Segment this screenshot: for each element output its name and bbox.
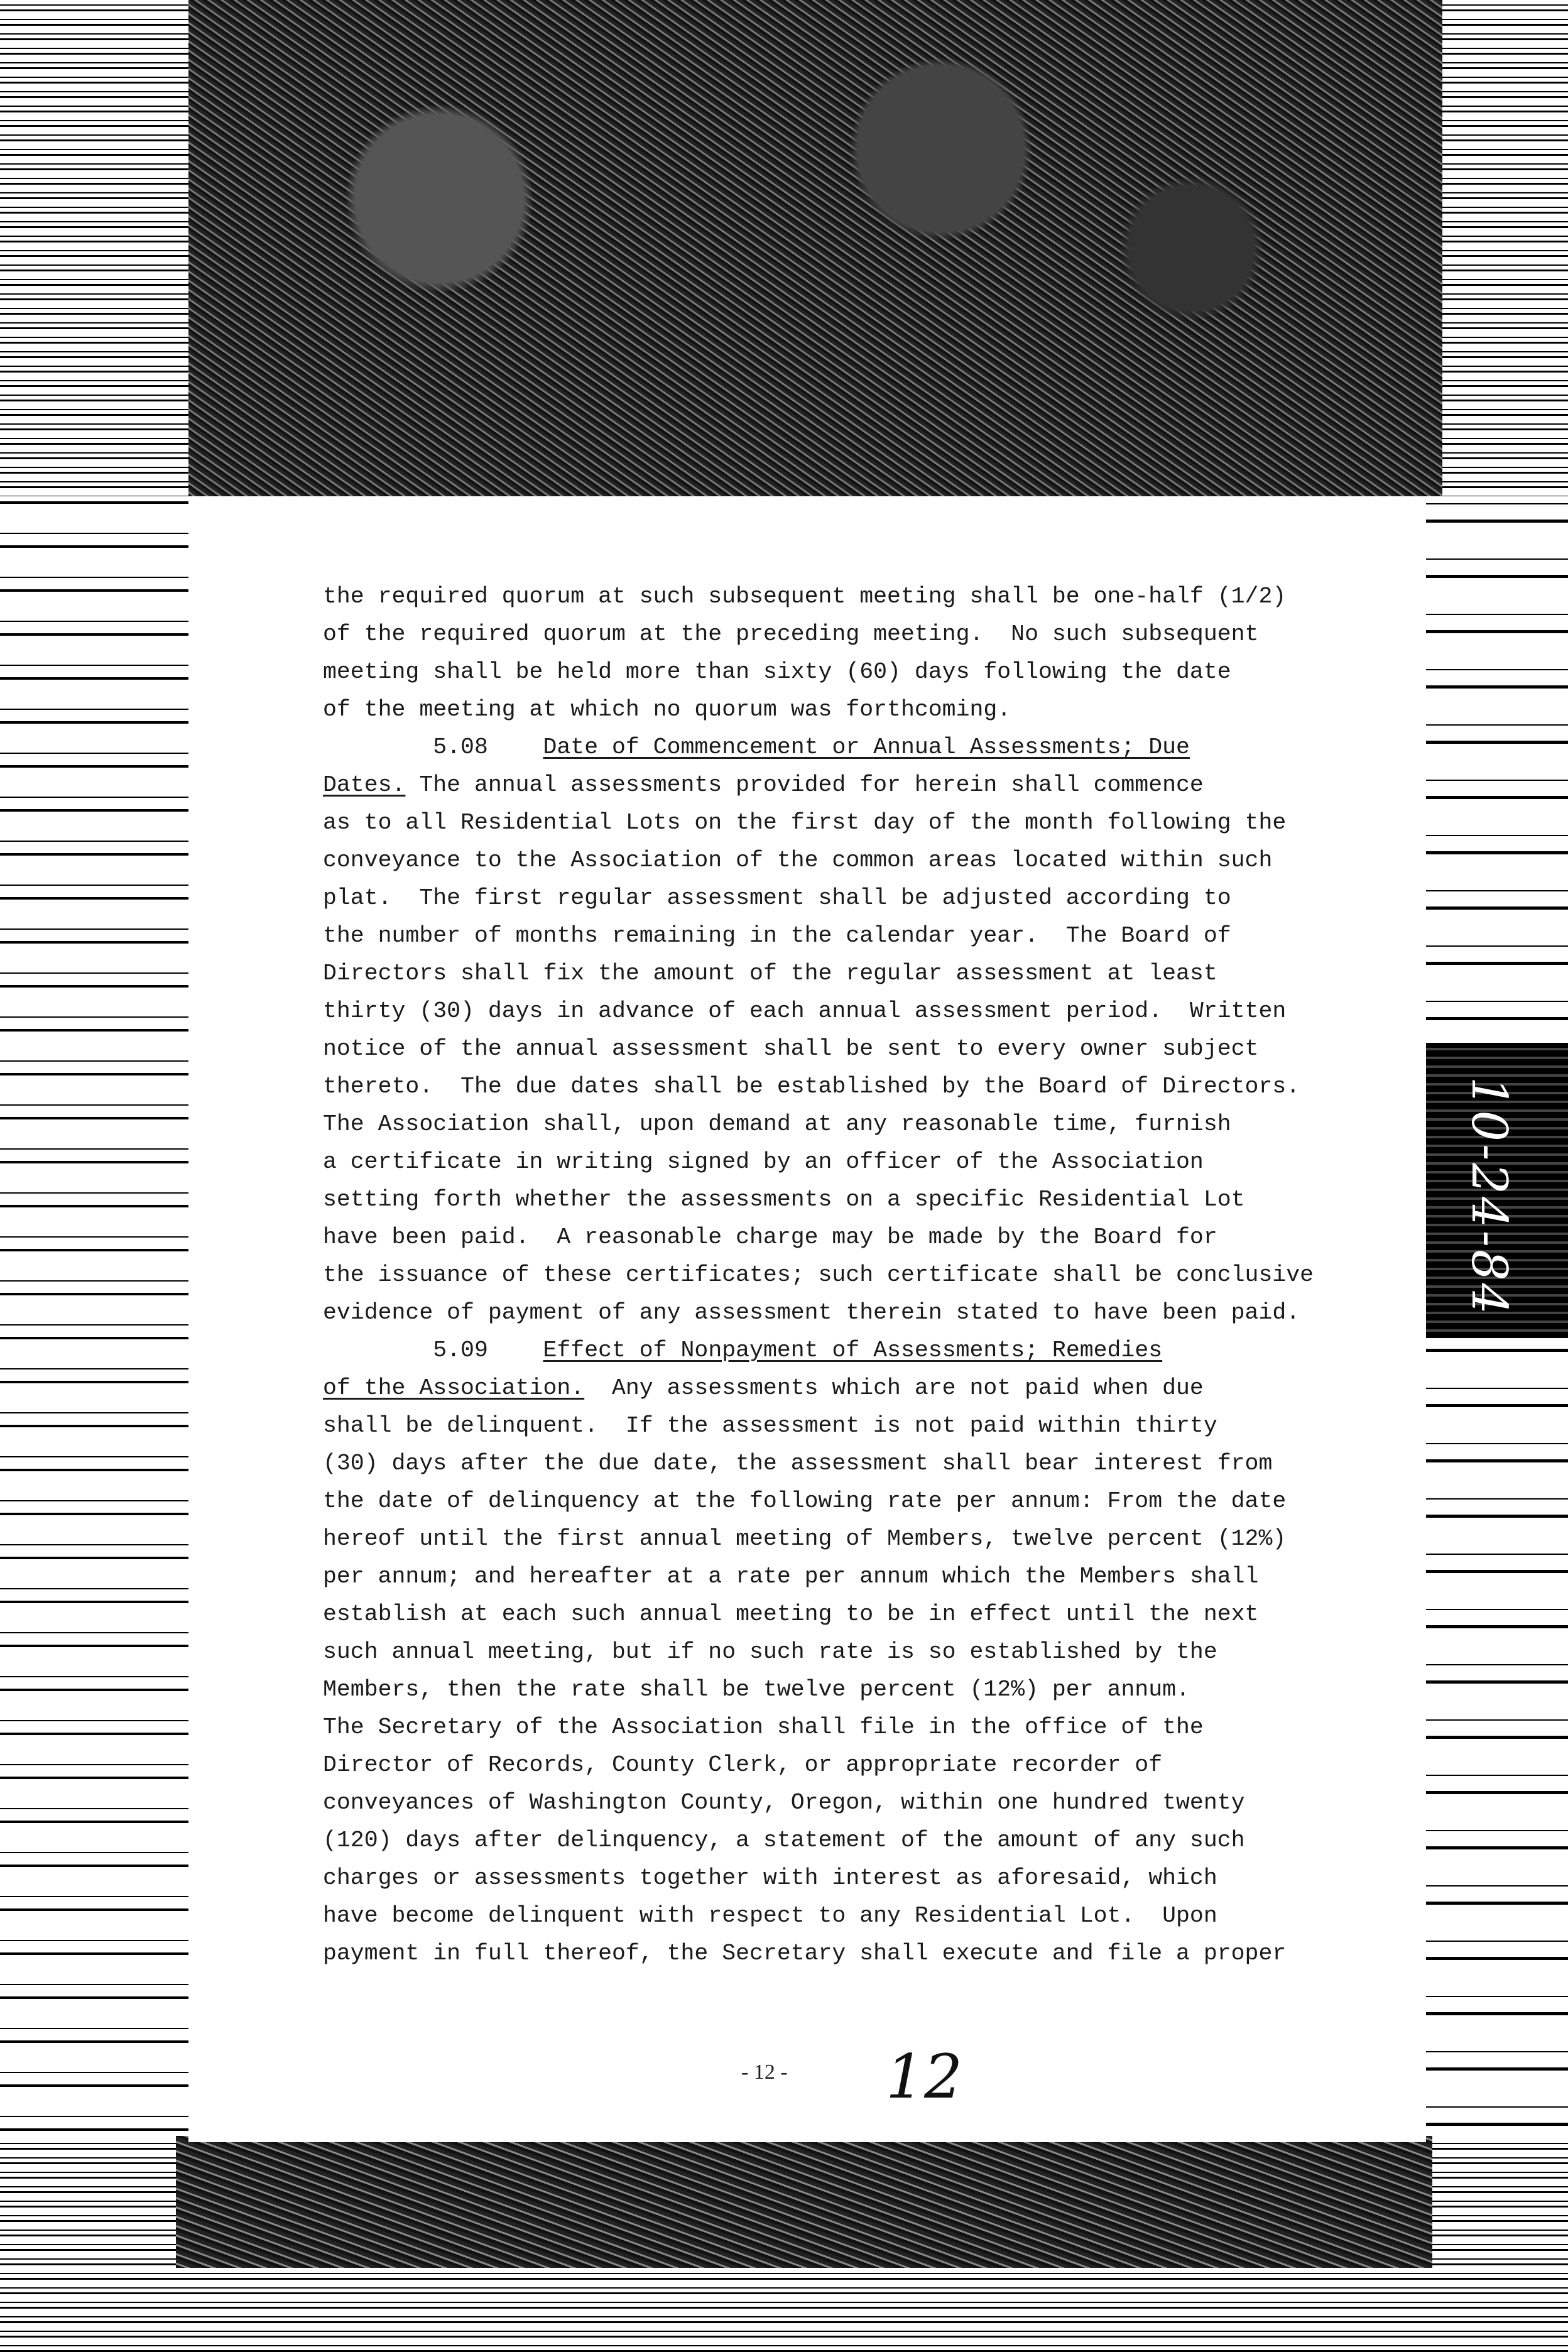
text-line: as to all Residential Lots on the first day of the month following the <box>323 810 1287 836</box>
margin-note-text: 10-24-84 <box>1461 1076 1517 1317</box>
section-number: 5.09 <box>433 1337 488 1363</box>
text-line: payment in full thereof, the Secretary shall execute and file a proper <box>323 1941 1287 1966</box>
text-line: thereto. The due dates shall be established by the Board of Directors. <box>323 1074 1300 1099</box>
section-heading: Date of Commencement or Annual Assessments; Due <box>543 734 1190 760</box>
text-line: per annum; and hereafter at a rate per annum which the Members shall <box>323 1564 1259 1589</box>
section-508-first-line <box>323 766 1416 804</box>
scan-artifact-left <box>0 496 188 2142</box>
text-line: setting forth whether the assessments on a specific Residential Lot <box>323 1187 1245 1212</box>
handwritten-margin-note <box>1439 1068 1539 1326</box>
text-line: of the meeting at which no quorum was forthcoming. <box>323 697 1011 722</box>
section-number: 5.08 <box>433 734 488 760</box>
text-line: have become delinquent with respect to any Residential Lot. Upon <box>323 1903 1217 1929</box>
text-line: Members, then the rate shall be twelve percent (12%) per annum. <box>323 1677 1190 1702</box>
text-line: conveyances of Washington County, Oregon, within one hundred twenty <box>323 1790 1245 1816</box>
text-line: plat. The first regular assessment shall be adjusted according to <box>323 885 1231 911</box>
text-line: The Secretary of the Association shall file in the office of the <box>323 1714 1204 1740</box>
text-line: The Association shall, upon demand at any reasonable time, furnish <box>323 1111 1231 1137</box>
text-fragment: Any assessments which are not paid when due <box>584 1375 1204 1401</box>
text-line: charges or assessments together with interest as aforesaid, which <box>323 1865 1217 1891</box>
text-line: the date of delinquency at the following rate per annum: From the date <box>323 1488 1287 1514</box>
text-line: meeting shall be held more than sixty (60) days following the date <box>323 659 1231 685</box>
text-line: evidence of payment of any assessment therein stated to have been paid. <box>323 1300 1300 1326</box>
text-line: have been paid. A reasonable charge may be made by the Board for <box>323 1224 1217 1250</box>
section-heading: Effect of Nonpayment of Assessments; Remedies <box>543 1337 1163 1363</box>
section-509-first-line <box>323 1369 1416 1407</box>
handwritten-page-number: 12 <box>886 2042 963 2112</box>
section-508-heading-line <box>323 729 1416 766</box>
text-line: notice of the annual assessment shall be sent to every owner subject <box>323 1036 1259 1062</box>
section-509-heading-line <box>323 1332 1416 1369</box>
text-line: establish at each such annual meeting to be in effect until the next <box>323 1601 1259 1627</box>
scan-artifact-bottom <box>176 2136 1432 2268</box>
text-line: the required quorum at such subsequent meeting shall be one-half (1/2) <box>323 584 1287 609</box>
section-heading-cont: of the Association. <box>323 1375 585 1401</box>
text-line: the issuance of these certificates; such certificate shall be conclusive <box>323 1262 1314 1288</box>
text-line: such annual meeting, but if no such rate is so established by the <box>323 1639 1217 1665</box>
text-line: (30) days after the due date, the assessment shall bear interest from <box>323 1451 1273 1476</box>
body-text <box>323 578 1416 1973</box>
text-line: conveyance to the Association of the common areas located within such <box>323 847 1273 873</box>
page-number: - 12 - <box>741 2061 788 2084</box>
text-line: Directors shall fix the amount of the regular assessment at least <box>323 961 1217 986</box>
section-heading-cont: Dates. <box>323 772 406 798</box>
text-line: Director of Records, County Clerk, or appropriate recorder of <box>323 1752 1163 1778</box>
text-line: hereof until the first annual meeting of Members, twelve percent (12%) <box>323 1526 1287 1552</box>
page-footer <box>188 2042 1426 2117</box>
text-line: thirty (30) days in advance of each annual assessment period. Written <box>323 998 1287 1024</box>
text-line: a certificate in writing signed by an officer of the Association <box>323 1149 1204 1175</box>
text-line: of the required quorum at the preceding meeting. No such subsequent <box>323 621 1259 647</box>
text-line: the number of months remaining in the calendar year. The Board of <box>323 923 1231 949</box>
document-page <box>188 496 1426 2142</box>
text-fragment: The annual assessments provided for herein shall commence <box>405 772 1204 798</box>
text-line: (120) days after delinquency, a statement of the amount of any such <box>323 1827 1245 1853</box>
text-line: shall be delinquent. If the assessment is not paid within thirty <box>323 1413 1217 1439</box>
scan-artifact-top <box>188 0 1442 496</box>
